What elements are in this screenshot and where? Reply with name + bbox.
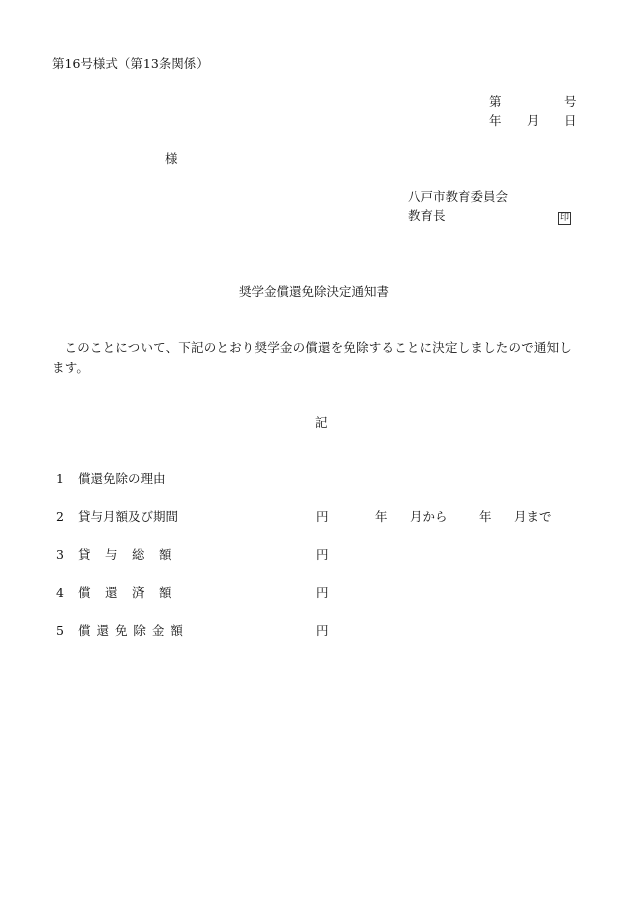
item-4-label: 償 還 済 額 (78, 585, 173, 600)
number-prefix: 第 (489, 94, 502, 109)
item-3-number: 3 (56, 547, 64, 562)
item-3-yen: 円 (316, 547, 329, 562)
addressee-suffix: 様 (165, 151, 178, 166)
issuer-title: 教育長 (408, 208, 446, 223)
document-title: 奨学金償還免除決定通知書 (239, 284, 390, 299)
body-paragraph: このことについて、下記のとおり奨学金の償還を免除することに決定しましたので通知します。 (52, 340, 573, 375)
item-1-label: 償還免除の理由 (78, 471, 166, 486)
ki-heading: 記 (315, 415, 328, 430)
item-2-label: 貸与月額及び期間 (78, 509, 179, 524)
item-2-month-from: 月から (410, 509, 448, 524)
item-4-yen: 円 (316, 585, 329, 600)
item-1-number: 1 (56, 471, 64, 486)
date-day: 日 (564, 113, 577, 128)
item-4-number: 4 (56, 585, 64, 600)
item-5-yen: 円 (316, 623, 329, 638)
item-5-number: 5 (56, 623, 64, 638)
item-2-yen: 円 (316, 509, 329, 524)
item-2-year-from: 年 (375, 509, 388, 524)
item-2-number: 2 (56, 509, 64, 524)
item-5-label: 償 還 免 除 金 額 (78, 623, 184, 638)
date-month: 月 (527, 113, 540, 128)
seal-icon: 印 (560, 213, 570, 223)
item-3-label: 貸 与 総 額 (78, 547, 173, 562)
item-2-month-to: 月まで (514, 509, 552, 524)
issuer-organization: 八戸市教育委員会 (408, 189, 509, 204)
form-label: 第16号様式（第13条関係） (52, 56, 209, 71)
date-year: 年 (489, 113, 502, 128)
item-2-year-to: 年 (479, 509, 492, 524)
number-suffix: 号 (564, 94, 577, 109)
